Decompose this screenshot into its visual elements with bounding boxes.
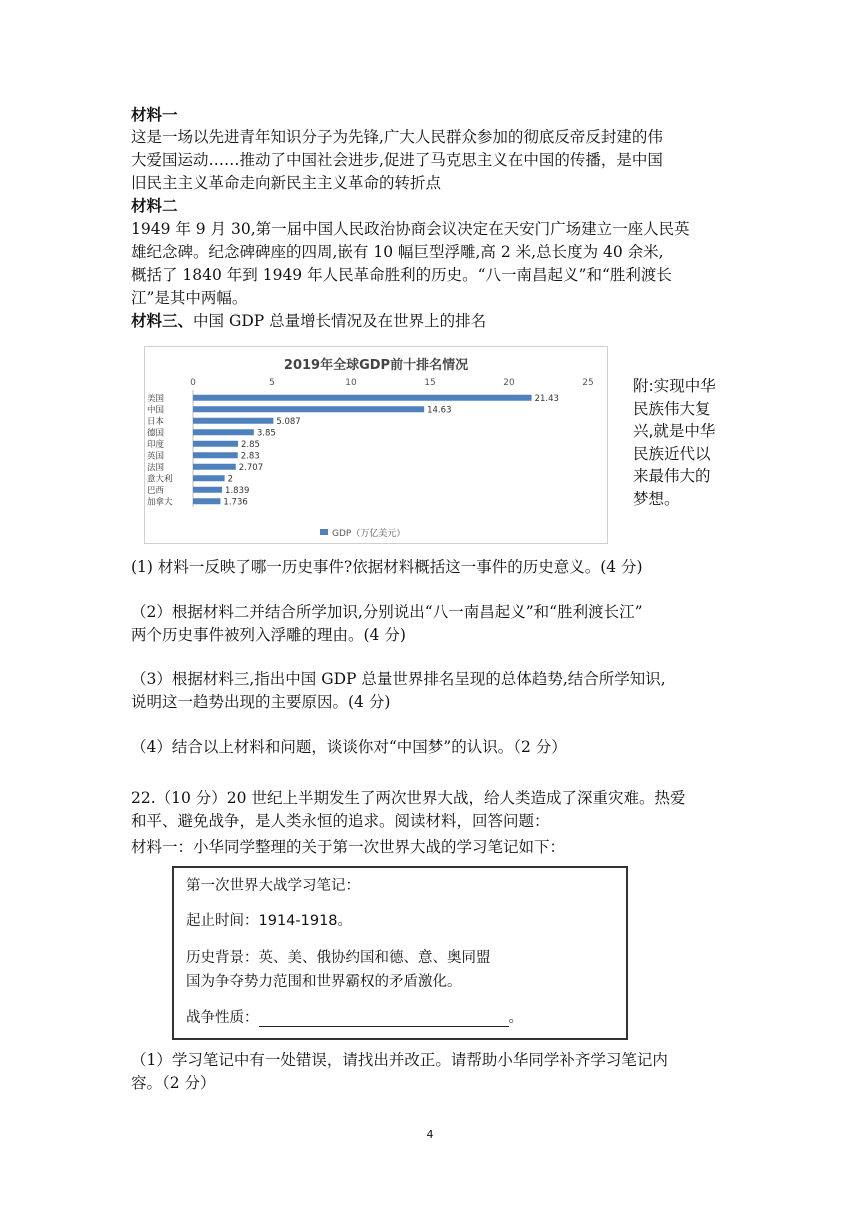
bar — [193, 406, 424, 412]
material2-line-1: 1949 年 9 月 30,第一届中国人民政治协商会议决定在天安门广场建立一座人民英 — [131, 220, 690, 238]
side-note-line: 民族伟大复 — [633, 399, 711, 418]
q22-sub1-line-2: 容。（2 分） — [131, 1074, 216, 1092]
note-nature-label: 战争性质： — [186, 1010, 259, 1026]
gdp-chart-svg — [145, 347, 607, 543]
side-note-line: 附:实现中华 — [633, 377, 716, 395]
material2-heading: 材料二 — [131, 197, 178, 215]
category-label: 美国 — [147, 393, 165, 404]
x-tick-label: 20 — [503, 378, 515, 388]
material1-line-3: 旧民主主义革命走向新民主主义革命的转折点 — [131, 174, 442, 192]
material3-heading: 材料三、 — [131, 312, 194, 330]
material3-heading-line — [131, 310, 731, 332]
bar — [193, 464, 236, 470]
x-tick-label: 10 — [345, 378, 357, 388]
material2-line-2: 雄纪念碑。纪念碑碑座的四周,嵌有 10 幅巨型浮雕,高 2 米,总长度为 40 余米, — [131, 243, 664, 261]
question-4: （4）结合以上材料和问题，谈谈你对“中国梦”的认识。（2 分） — [131, 738, 567, 756]
category-label: 法国 — [147, 462, 165, 473]
chart-title: 2019年全球GDP前十排名情况 — [283, 358, 469, 373]
bar-value-label: 2.83 — [240, 451, 260, 462]
bar-value-label: 2.85 — [241, 439, 260, 450]
note-title: 第一次世界大战学习笔记： — [186, 878, 360, 894]
bar-value-label: 1.736 — [223, 497, 248, 508]
bar-value-label: 2.707 — [238, 462, 264, 473]
bar — [193, 498, 220, 504]
question-2-line-2: 两个历史事件被列入浮雕的理由。(4 分) — [131, 626, 406, 644]
legend-swatch — [320, 529, 328, 535]
bar — [193, 441, 238, 447]
question-1: (1) 材料一反映了哪一历史事件?依据材料概括这一事件的历史意义。(4 分) — [131, 558, 643, 576]
note-background-line-1: 历史背景：英、美、俄协约国和德、意、奥同盟 — [186, 950, 491, 966]
bar — [193, 429, 254, 435]
category-label: 意大利 — [147, 474, 173, 485]
side-note-line: 兴,就是中华 — [633, 422, 716, 440]
category-label: 巴西 — [147, 485, 165, 496]
bar — [193, 395, 532, 401]
question-3-line-2: 说明这一趋势出现的主要原因。(4 分) — [131, 693, 391, 711]
q22-intro-line-1: 22.（10 分）20 世纪上半期发生了两次世界大战，给人类造成了深重灾难。热爱 — [131, 789, 686, 807]
x-tick-label: 5 — [269, 378, 275, 388]
material1-line-1: 这是一场以先进青年知识分子为先锋,广大人民群众参加的彻底反帝反封建的伟 — [131, 128, 663, 146]
question-2-line-1: （2）根据材料二并结合所学加识,分别说出“八一南昌起义”和“胜利渡长江” — [131, 603, 643, 621]
x-tick-label: 25 — [582, 378, 594, 388]
x-tick-label: 15 — [424, 378, 436, 388]
bar-value-label: 14.63 — [427, 405, 452, 416]
page-number: 4 — [426, 1128, 434, 1141]
note-background-line-2: 国为争夺势力范围和世界霸权的矛盾激化。 — [186, 974, 462, 990]
category-label: 英国 — [147, 451, 165, 462]
category-label: 加拿大 — [147, 497, 173, 508]
category-label: 中国 — [147, 405, 165, 416]
material1-heading: 材料一 — [131, 106, 178, 124]
material3-heading-rest: 中国 GDP 总量增长情况及在世界上的排名 — [193, 312, 487, 330]
note-time: 起止时间：1914-1918。 — [186, 913, 353, 929]
side-note-line: 来最伟大的 — [633, 467, 711, 485]
q22-sub1-line-1: （1）学习笔记中有一处错误，请找出并改正。请帮助小华同学补齐学习笔记内 — [131, 1051, 668, 1069]
note-nature — [186, 1006, 523, 1027]
category-label: 德国 — [147, 428, 165, 439]
side-note — [633, 375, 738, 510]
category-label: 日本 — [147, 416, 165, 427]
bar — [193, 475, 225, 481]
bar — [193, 418, 273, 424]
bar-value-label: 5.087 — [276, 416, 301, 427]
material2-line-4: 江”是其中两幅。 — [131, 289, 248, 307]
bar — [193, 487, 222, 493]
bar — [193, 452, 238, 458]
study-note-box — [172, 866, 628, 1040]
category-label: 印度 — [147, 439, 165, 450]
side-note-line: 民族近代以 — [633, 444, 711, 463]
x-tick-label: 0 — [190, 378, 196, 388]
question-3-line-1: （3）根据材料三,指出中国 GDP 总量世界排名呈现的总体趋势,结合所学知识, — [131, 670, 666, 688]
bar-value-label: 3.85 — [256, 428, 276, 439]
side-note-line: 梦想。 — [633, 489, 680, 508]
answer-blank[interactable] — [259, 1012, 509, 1027]
material2-line-3: 概括了 1840 年到 1949 年人民革命胜利的历史。“八一南昌起义”和“胜利渡长 — [131, 266, 672, 284]
note-nature-end: 。 — [508, 1010, 523, 1026]
bar-value-label: 21.43 — [534, 393, 559, 404]
material1-line-2: 大爱国运动……推动了中国社会进步,促进了马克思主义在中国的传播，是中国 — [131, 151, 663, 169]
legend-label: GDP（万亿美元） — [332, 529, 406, 539]
q22-material1: 材料一：小华同学整理的关于第一次世界大战的学习笔记如下： — [131, 838, 566, 856]
q22-intro-line-2: 和平、避免战争，是人类永恒的追求。阅读材料，回答问题： — [131, 812, 550, 830]
bar-value-label: 2 — [227, 474, 234, 485]
bar-value-label: 1.839 — [225, 485, 250, 496]
gdp-chart — [144, 346, 608, 544]
